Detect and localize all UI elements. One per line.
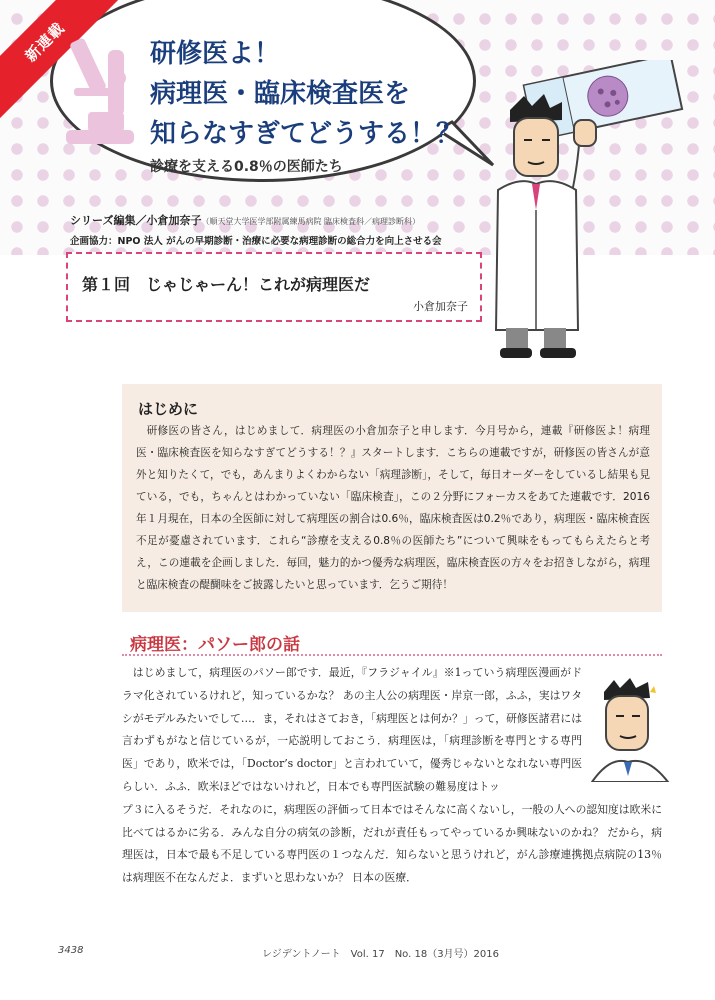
planning-cooperation: 企画協力：NPO 法人 がんの早期診断・治療に必要な病理診断の総合力を向上させる会 xyxy=(70,236,442,247)
episode-title: 第１回 じゃじゃーん！これが病理医だ xyxy=(82,275,371,294)
title-line-3: 知らなすぎてどうする！？ xyxy=(150,119,463,149)
episode-title-box xyxy=(66,252,482,322)
article-paragraph-part-1: はじめまして，病理医のパソー郎です．最近，『フラジャイル』※1っていう病理医漫画がドラマ化されているけれど，知っているかな？ あの主人公の病理医・岸京一郎，ふふ，実はワタシがモデルみたいでして…．ま，それはさておき，「病理医とは何か？」って，研修医諸君には言わずもがなと信じているが，一応説明しておこう．病理医は，「病理診断を専門とする専門医」であり，欧米では，「Doctor’s doctor」と言われていて，優秀じゃないとなれない専門医らしい．ふふ．欧米ほどではないけれど，日本でも専門医試験の難易度はトッ xyxy=(122,666,582,793)
intro-body: 研修医の皆さん，はじめまして．病理医の小倉加奈子と申します．今月号から，連載『研修医よ！病理医・臨床検査医を知らなすぎてどうする！？』スタートします．こちらの連載ですが，研修医の皆さんが意外と知りたくて，でも，あんまりよくわからない「病理診断」，そして，毎日オーダーをしているし結果も見ている，でも，ちゃんとはわかっていない「臨床検査」，この２分野にフォーカスをあてた連載です．2016年１月現在，日本の全医師に対して病理医の割合は0.6％，臨床検査医は0.2％であり，病理医・臨床検査医不足が憂慮されています．これら“診療を支える0.8％の医師たち”について興味をもってもらえたらと考え，この連載を企画しました．毎回，魅力的かつ優秀な病理医，臨床検査医の方々をお招きしながら，病理と臨床検査の醍醐味をご披露したいと思っています．乞うご期待！ xyxy=(136,425,650,591)
subtitle: 診療を支える0.8％の医師たち xyxy=(150,159,343,175)
microscope-icon xyxy=(60,30,140,150)
section-divider xyxy=(122,654,662,656)
article-paragraph-part-2: プ３に入るそうだ．それなのに，病理医の評価って日本ではそんなに高くないし，一般の人への認知度は欧米に比べてはるかに劣る．みんな自分の病気の診断，だれが責任もってやっているか興味ないのかね？ だから，病理医は，日本で最も不足している専門医の１つなんだ．知らないと思うけれど，がん診療連携拠点病院の13％は病理医不在なんだよ．まずいと思わないか？ 日本の医療． xyxy=(122,802,662,885)
episode-author: 小倉加奈子 xyxy=(413,300,468,313)
intro-box xyxy=(122,384,662,612)
pathologist-illustration xyxy=(470,60,690,360)
series-editor xyxy=(70,212,420,228)
journal-footer: レジデントノート Vol. 17 No. 18（3月号）2016 xyxy=(262,949,500,960)
article-body xyxy=(122,662,662,890)
intro-heading: はじめに xyxy=(138,400,199,418)
page-number: 3438 xyxy=(58,945,84,956)
title-line-2: 病理医・臨床検査医を xyxy=(150,79,411,109)
section-heading: 病理医：パソー郎の話 xyxy=(130,635,300,655)
series-editor-label: シリーズ編集／小倉加奈子 xyxy=(70,214,202,227)
series-editor-affiliation: （順天堂大学医学部附属練馬病院 臨床検査科／病理診断科） xyxy=(201,217,420,226)
title-line-1: 研修医よ！ xyxy=(150,39,281,69)
new-series-badge: 新連載 xyxy=(0,0,142,139)
